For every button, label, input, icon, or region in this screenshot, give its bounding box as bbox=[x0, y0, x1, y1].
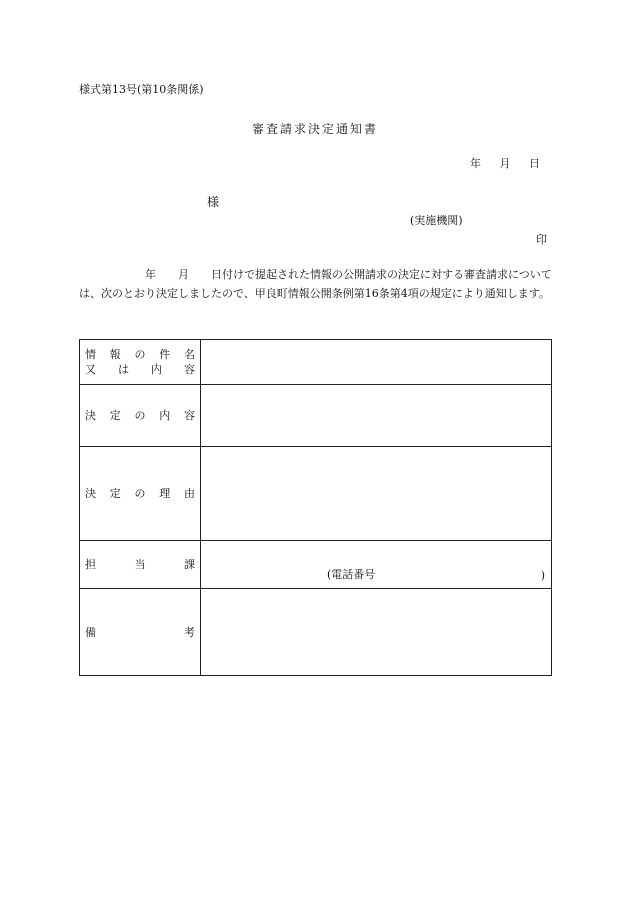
agency-label: (実施機関) bbox=[410, 214, 463, 227]
label-char: 又 bbox=[85, 363, 96, 376]
label-line bbox=[85, 347, 195, 362]
seal-mark: 印 bbox=[536, 233, 547, 246]
label-line bbox=[85, 408, 195, 423]
value-remarks[interactable] bbox=[201, 589, 552, 676]
label-line bbox=[85, 557, 195, 572]
label-char: 当 bbox=[134, 558, 146, 571]
label-char: の bbox=[134, 348, 146, 361]
value-decision-reason[interactable] bbox=[201, 447, 552, 541]
date-line: 年 月 日 bbox=[470, 157, 540, 170]
label-char: 容 bbox=[184, 409, 195, 422]
label-char: 担 bbox=[85, 558, 96, 571]
document-title: 審査請求決定通知書 bbox=[251, 122, 378, 136]
label-char: 決 bbox=[85, 409, 96, 422]
form-number: 様式第13号(第10条関係) bbox=[79, 83, 204, 96]
label-char: 理 bbox=[159, 487, 171, 500]
phone-number-label: (電話番号 bbox=[327, 568, 376, 581]
row-subject bbox=[80, 340, 552, 385]
label-line bbox=[85, 362, 195, 377]
value-department[interactable] bbox=[201, 541, 552, 589]
label-char: 容 bbox=[184, 363, 195, 376]
label-line bbox=[85, 625, 195, 640]
label-char: 定 bbox=[109, 409, 121, 422]
label-remarks bbox=[80, 589, 201, 676]
label-char: は bbox=[118, 363, 129, 376]
decision-table bbox=[79, 339, 552, 676]
label-char: 情 bbox=[85, 348, 96, 361]
label-char: 決 bbox=[85, 487, 96, 500]
label-line bbox=[85, 486, 195, 501]
label-char: 内 bbox=[159, 409, 171, 422]
label-decision-reason bbox=[80, 447, 201, 541]
label-department bbox=[80, 541, 201, 589]
label-char: 件 bbox=[159, 348, 171, 361]
value-subject[interactable] bbox=[201, 340, 552, 385]
label-char: の bbox=[134, 409, 146, 422]
label-char: 内 bbox=[151, 363, 162, 376]
label-char: 由 bbox=[184, 487, 195, 500]
label-char: 定 bbox=[109, 487, 121, 500]
label-subject bbox=[80, 340, 201, 385]
row-remarks bbox=[80, 589, 552, 676]
label-decision-content bbox=[80, 385, 201, 447]
value-decision-content[interactable] bbox=[201, 385, 552, 447]
row-department bbox=[80, 541, 552, 589]
phone-number-close: ) bbox=[540, 569, 545, 582]
label-char: 備 bbox=[85, 625, 96, 639]
label-char: 考 bbox=[184, 625, 195, 639]
body-text: 年 月 日付けで提起された情報の公開請求の決定に対する審査請求について は、次のとおり決定しましたので、甲良町情報公開条例第16条第4項の規定により通知します。 bbox=[79, 268, 556, 300]
label-char: 報 bbox=[109, 348, 121, 361]
label-char: 名 bbox=[184, 348, 195, 361]
addressee-suffix: 様 bbox=[207, 195, 220, 209]
row-decision-reason bbox=[80, 447, 552, 541]
row-decision-content bbox=[80, 385, 552, 447]
label-char: 課 bbox=[184, 558, 195, 571]
label-char: の bbox=[134, 487, 146, 500]
